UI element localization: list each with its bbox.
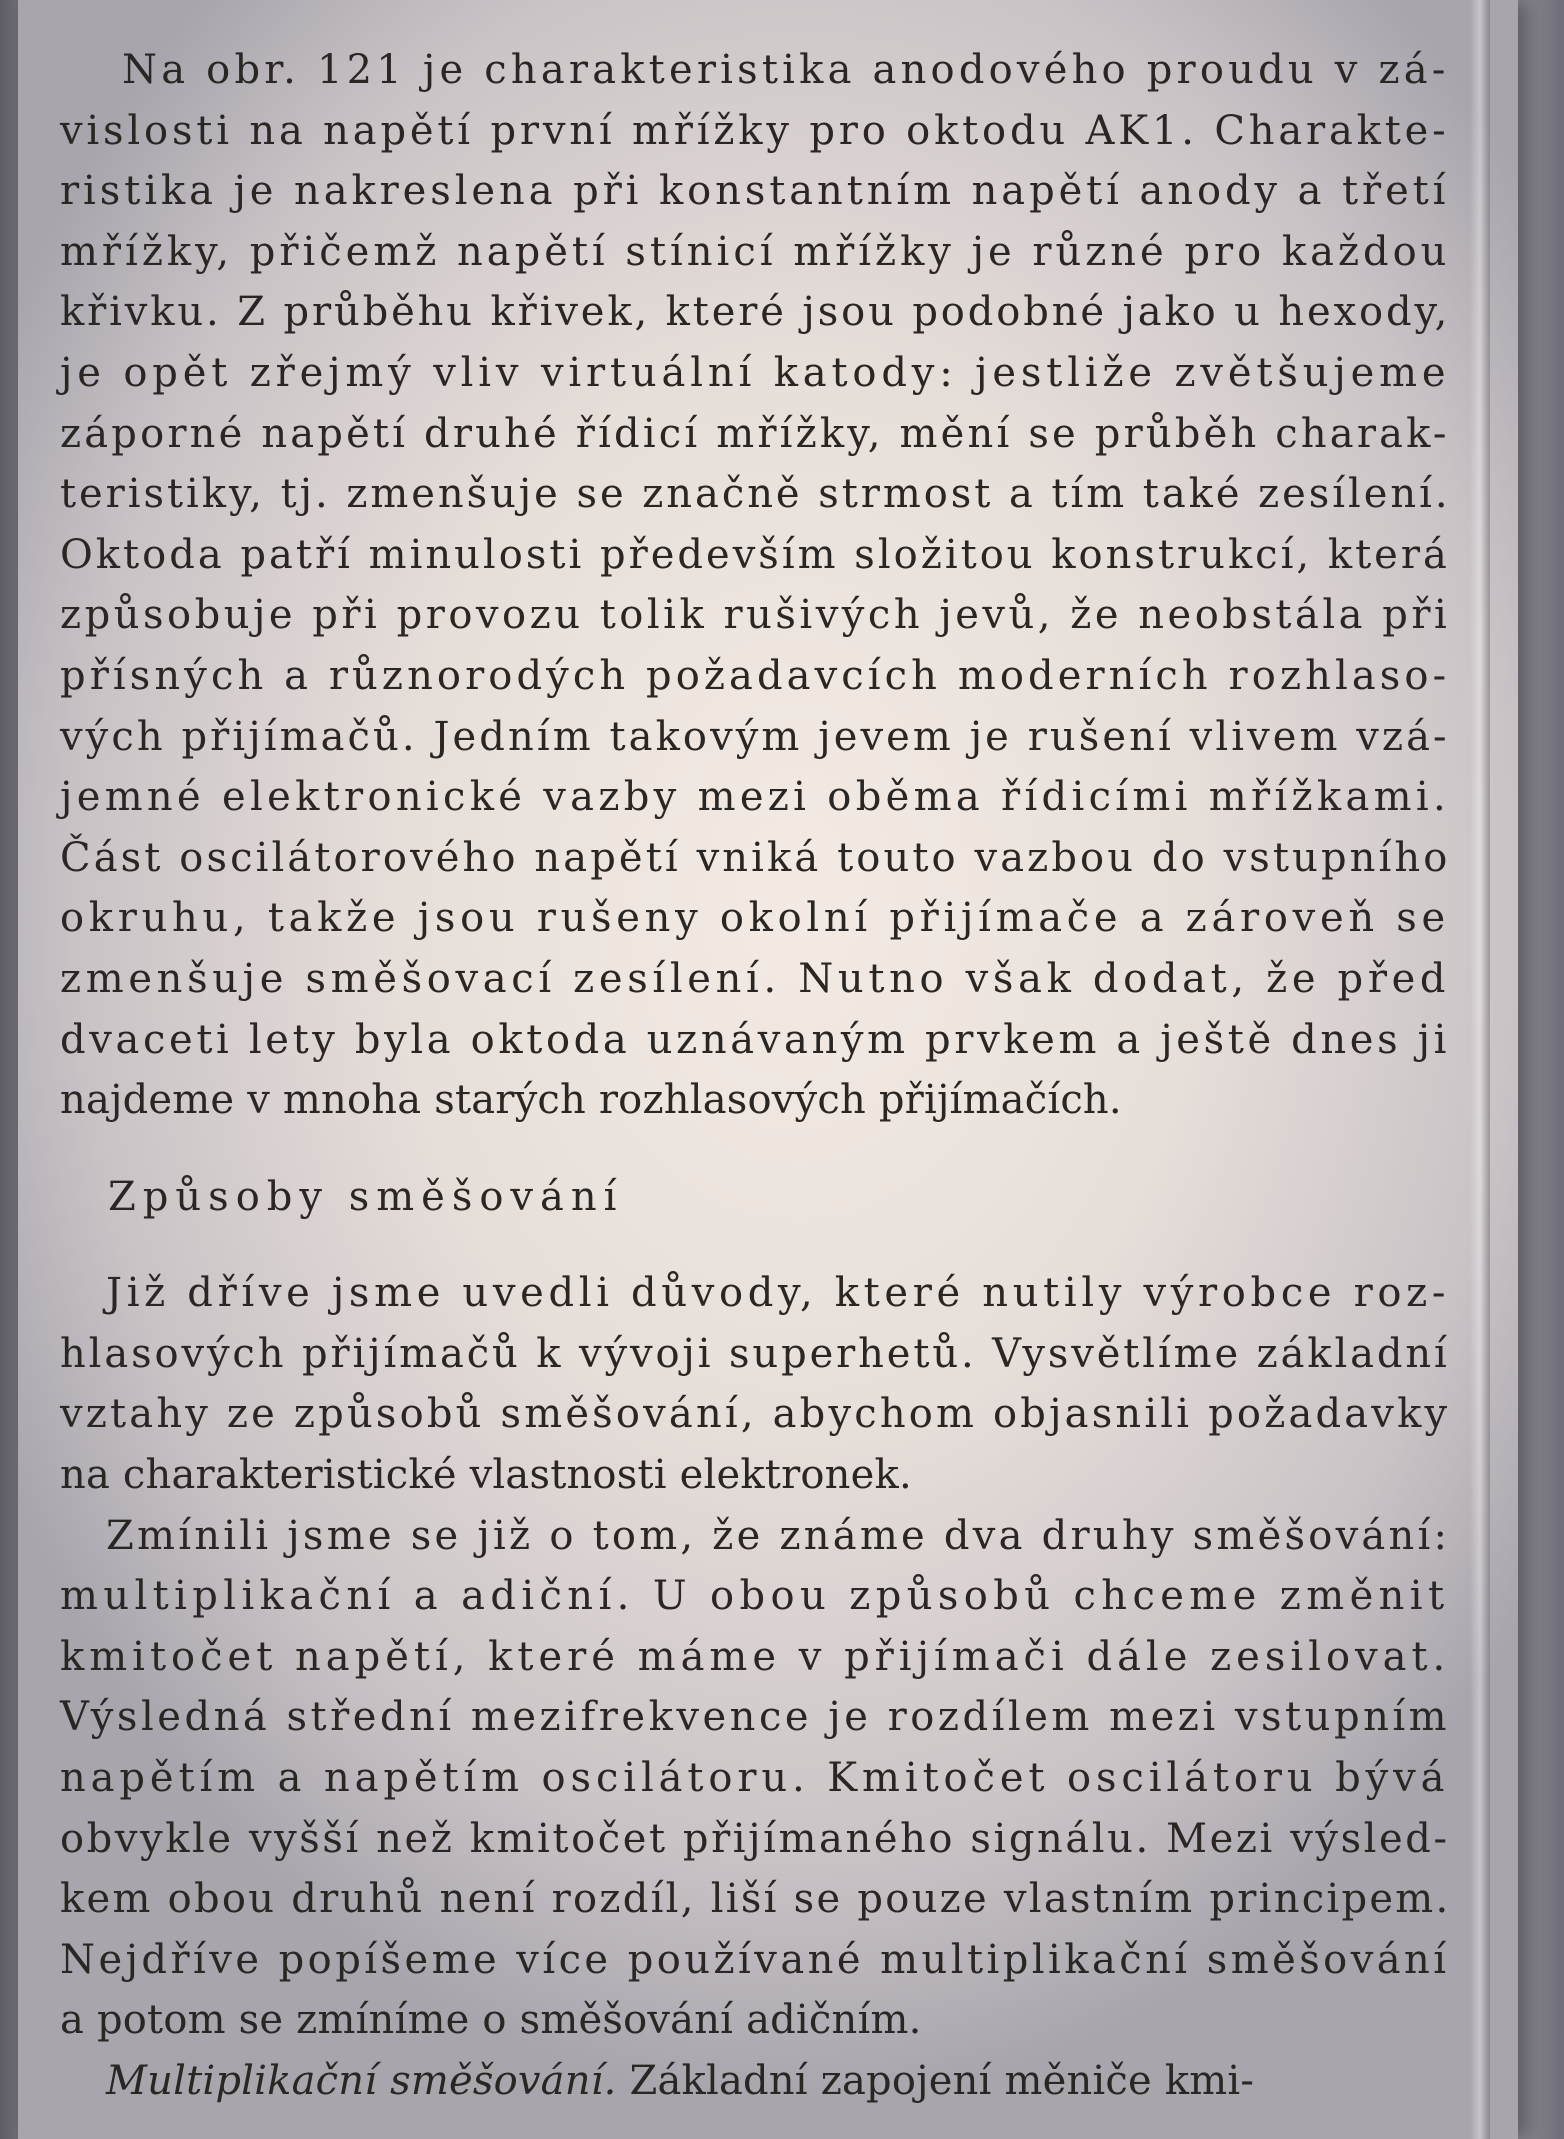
text-line: jemné elektronické vazby mezi oběma řídicími mřížkami. (60, 774, 1450, 821)
spacer (60, 1131, 1450, 1167)
text-line: okruhu, takže jsou rušeny okolní přijímače a zároveň se (60, 895, 1450, 942)
paragraph-1 (60, 40, 1450, 1131)
text-line: na charakteristické vlastnosti elektronek. (60, 1452, 912, 1499)
text-line: Nejdříve popíšeme více používané multiplikační směšování (60, 1936, 1450, 1983)
text-line: Na obr. 121 je charakteristika anodového proudu v zá- (122, 47, 1450, 93)
text-line: kem obou druhů není rozdíl, liší se pouze vlastním principem. (60, 1876, 1451, 1923)
text-line (60, 2051, 1450, 2112)
text-line: přísných a různorodých požadavcích moderních rozhlaso- (60, 652, 1451, 699)
text-line: zmenšuje směšovací zesílení. Nutno však dodat, že před (60, 955, 1451, 1002)
text-line: vých přijímačů. Jedním takovým jevem je rušení vlivem vzá- (60, 713, 1450, 760)
text-line: hlasových přijímačů k vývoji superhetů. Vysvětlíme základní (60, 1330, 1450, 1377)
text-line: a potom se zmíníme o směšování adičním. (60, 1997, 922, 2044)
paragraph-3 (60, 1506, 1450, 2051)
text-line: Výsledná střední mezifrekvence je rozdílem mezi vstupním (60, 1694, 1451, 1741)
page-edge (1470, 0, 1490, 2139)
text-line: dvaceti lety byla oktoda uznávaným prvkem a ještě dnes ji (60, 1016, 1451, 1063)
spacer (60, 1227, 1450, 1263)
text-line: vislosti na napětí první mřížky pro oktodu AK1. Charakte- (60, 107, 1450, 154)
text-line: vztahy ze způsobů směšování, abychom objasnili požadavky (60, 1391, 1451, 1438)
text-line: kmitočet napětí, které máme v přijímači dále zesilovat. (60, 1633, 1451, 1680)
text-line: Oktoda patří minulosti především složitou konstrukcí, která (60, 531, 1450, 578)
text-line: způsobuje při provozu tolik rušivých jevů, že neobstála při (60, 592, 1451, 639)
paragraph-4 (60, 2051, 1450, 2112)
text-line: napětím a napětím oscilátoru. Kmitočet oscilátoru bývá (60, 1755, 1450, 1802)
text-line: mřížky, přičemž napětí stínicí mřížky je různé pro každou (60, 228, 1451, 275)
text-line: záporné napětí druhé řídicí mřížky, mění se průběh charak- (60, 410, 1450, 457)
text-line: křivku. Z průběhu křivek, které jsou podobné jako u hexody, (60, 289, 1451, 336)
paragraph-2 (60, 1263, 1450, 1505)
text-line: multiplikační a adiční. U obou způsobů chceme změnit (60, 1573, 1450, 1620)
text-line: najdeme v mnoha starých rozhlasových přijímačích. (60, 1077, 1122, 1124)
page-text (60, 40, 1450, 2112)
text-line: Část oscilátorového napětí vniká touto vazbou do vstupního (60, 834, 1451, 881)
text-line: ristika je nakreslena při konstantním napětí anody a třetí (60, 168, 1450, 215)
text-line: Zmínili jsme se již o tom, že známe dva druhy směšování: (106, 1512, 1451, 1559)
text-run: Základní zapojení měniče kmi- (616, 2058, 1255, 2104)
text-line: je opět zřejmý vliv virtuální katody: jestliže zvětšujeme (60, 349, 1451, 396)
text-line: Již dříve jsme uvedli důvody, které nutily výrobce roz- (106, 1270, 1451, 1317)
section-heading: Způsoby směšování (108, 1173, 624, 1220)
italic-run-in-heading: Multiplikační směšování. (106, 2058, 617, 2104)
text-line: teristiky, tj. zmenšuje se značně strmost a tím také zesílení. (60, 471, 1451, 518)
text-line: obvykle vyšší než kmitočet přijímaného signálu. Mezi výsled- (60, 1815, 1450, 1862)
